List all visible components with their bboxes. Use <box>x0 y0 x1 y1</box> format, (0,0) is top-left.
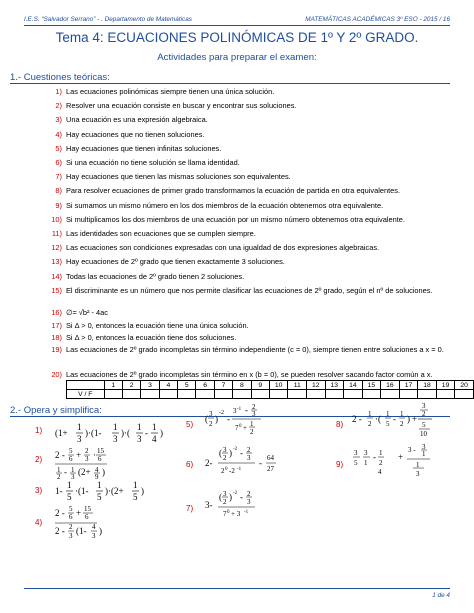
vf-number-cell: 18 <box>418 381 437 390</box>
svg-text:3: 3 <box>113 434 118 444</box>
svg-text:-2: -2 <box>219 410 224 416</box>
page-header <box>24 16 450 23</box>
svg-text:5: 5 <box>97 492 102 502</box>
svg-text:-1: -1 <box>237 407 242 412</box>
question-number: 14) <box>51 271 62 281</box>
question-number: 11) <box>51 229 62 238</box>
svg-text:(2+: (2+ <box>78 467 91 477</box>
svg-text:3: 3 <box>233 407 237 415</box>
svg-text:3: 3 <box>71 473 75 481</box>
exercise-8-expression <box>352 402 452 442</box>
svg-text:-2: -2 <box>233 447 238 452</box>
svg-text:-: - <box>373 452 376 462</box>
svg-text:1-: 1- <box>55 486 63 496</box>
section-1-rule <box>10 83 450 84</box>
svg-text:+: + <box>412 414 418 424</box>
question-number: 15) <box>51 285 62 295</box>
svg-text:1: 1 <box>364 459 368 467</box>
vf-number-cell: 20 <box>455 381 474 390</box>
svg-text:5: 5 <box>354 459 358 467</box>
svg-text:0: 0 <box>227 510 230 515</box>
svg-text:2: 2 <box>247 490 251 498</box>
svg-text:(1-: (1- <box>76 526 87 536</box>
vf-number-cell: 14 <box>344 381 363 390</box>
svg-text:)·(1-: )·(1- <box>85 428 102 438</box>
vf-number-cell: 17 <box>399 381 418 390</box>
question-number: 10) <box>51 214 62 224</box>
svg-text:1: 1 <box>152 422 157 432</box>
svg-text:1: 1 <box>386 410 390 418</box>
svg-text:2: 2 <box>223 498 227 506</box>
svg-text:2: 2 <box>85 447 89 455</box>
svg-text:-: - <box>227 414 230 424</box>
vf-number-cell: 5 <box>178 381 196 390</box>
vf-number-cell: 1 <box>104 381 122 390</box>
vf-answer-cell[interactable] <box>141 390 159 399</box>
svg-text:3: 3 <box>137 434 142 444</box>
question-text: Si sumamos un mismo número en los dos miembros de la ecuación obtenemos otra equivalente. <box>66 200 384 210</box>
svg-text:6: 6 <box>69 455 73 463</box>
vf-answer-cell[interactable] <box>122 390 140 399</box>
svg-text:-: - <box>64 467 67 477</box>
svg-text:6: 6 <box>98 455 102 463</box>
question-text: Si Δ > 0, entonces la ecuación tiene dos soluciones. <box>66 333 237 342</box>
question-text: Las ecuaciones polinómicas siempre tienen una única solución. <box>66 87 275 96</box>
svg-text:+ 3: + 3 <box>231 510 241 518</box>
vf-number-cell: 6 <box>196 381 214 390</box>
question-text: Hay ecuaciones que tienen infinitas soluciones. <box>66 143 222 153</box>
exercise-6 <box>186 460 193 469</box>
exercise-5-expression <box>205 402 285 442</box>
question-text: Si una ecuación no tiene solución se llama identidad. <box>66 158 240 167</box>
header-right: MATEMÁTICAS ACADÉMICAS 3º ESO - 2015 / 16 <box>305 16 450 23</box>
svg-text:2-: 2- <box>205 458 213 468</box>
svg-text:3: 3 <box>247 454 251 462</box>
svg-text:2: 2 <box>250 428 254 436</box>
vf-answer-cell[interactable] <box>288 390 307 399</box>
svg-text:5: 5 <box>67 492 72 502</box>
svg-text:5: 5 <box>69 447 73 455</box>
svg-text:·(: ·( <box>375 414 381 424</box>
vf-answer-cell[interactable] <box>251 390 269 399</box>
svg-text:-1: -1 <box>237 467 242 472</box>
svg-text:3: 3 <box>354 449 358 457</box>
vf-number-cell: 12 <box>306 381 325 390</box>
svg-text:2: 2 <box>422 410 426 418</box>
svg-text:3-: 3- <box>205 500 213 510</box>
question-text: Una ecuación es una expresión algebraica. <box>66 115 208 125</box>
header-left: I.E.S. “Salvador Serrano” - . Departamento de Matemáticas <box>24 16 193 23</box>
svg-text:1: 1 <box>133 480 138 490</box>
svg-text:1: 1 <box>379 449 383 457</box>
svg-text:): ) <box>102 467 105 477</box>
svg-text:-: - <box>145 428 148 438</box>
svg-text:(: ( <box>219 492 222 502</box>
svg-text:-: - <box>240 448 243 458</box>
svg-text:3: 3 <box>252 410 256 418</box>
svg-text:1: 1 <box>77 422 82 432</box>
svg-text:2: 2 <box>57 473 61 481</box>
svg-text:1: 1 <box>97 480 102 490</box>
svg-text:7: 7 <box>235 424 239 432</box>
svg-text:): ) <box>407 414 410 424</box>
header-rule <box>24 25 450 26</box>
svg-text:): ) <box>99 526 102 536</box>
question-number: 20) <box>51 370 62 379</box>
question-text: ∅= √b² - 4ac <box>66 308 108 317</box>
page-footer: 1 de 4 <box>432 592 450 599</box>
vf-number-cell: 16 <box>381 381 400 390</box>
question-number: 5) <box>55 143 62 153</box>
svg-text:4: 4 <box>152 434 157 444</box>
svg-text:15: 15 <box>97 447 104 455</box>
vf-answer-cell[interactable] <box>104 390 122 399</box>
question-number: 17) <box>51 321 62 330</box>
svg-text:-2: -2 <box>229 467 235 475</box>
svg-text:+: + <box>76 508 82 518</box>
exercise-4-expression <box>55 504 165 544</box>
question-number: 1) <box>55 87 62 96</box>
vf-answer-cell[interactable] <box>399 390 418 399</box>
question-number: 12) <box>51 243 62 253</box>
vf-answer-cell[interactable] <box>306 390 325 399</box>
exercise-number: 3) <box>35 486 43 495</box>
svg-text:)·(2+: )·(2+ <box>105 486 124 496</box>
svg-text:3: 3 <box>92 532 96 540</box>
svg-text:3: 3 <box>364 449 368 457</box>
vf-number-cell: 11 <box>288 381 307 390</box>
vf-number-cell: 2 <box>122 381 140 390</box>
vf-number-cell: 3 <box>141 381 159 390</box>
question-text: El discriminante es un número que nos permite clasificar las ecuaciones de 2º grado, según el nº de soluciones. <box>66 285 433 295</box>
page-subtitle: Actividades para preparar el examen: <box>157 52 317 63</box>
exercise-number: 9) <box>336 460 344 469</box>
question-text: Hay ecuaciones de 2º grado que tienen exactamente 3 soluciones. <box>66 257 285 267</box>
svg-text:): ) <box>160 428 163 438</box>
page-title: Tema 4: ECUACIONES POLINÓMICAS DE 1º Y 2º GRADO. <box>55 30 419 45</box>
vf-number-cell: 7 <box>214 381 232 390</box>
question-number: 7) <box>55 172 62 182</box>
svg-text:5: 5 <box>386 420 390 428</box>
vf-answer-cell[interactable] <box>455 390 474 399</box>
exercise-9 <box>336 460 343 469</box>
question-text: Si Δ > 0, entonces la ecuación tiene una única solución. <box>66 321 249 330</box>
svg-text:1: 1 <box>422 450 426 458</box>
svg-text:-: - <box>393 414 396 424</box>
question-number: 8) <box>55 186 62 196</box>
exercise-7-expression <box>205 488 285 528</box>
vf-answer-cell[interactable] <box>344 390 363 399</box>
svg-text:2: 2 <box>247 446 251 454</box>
svg-text:): ) <box>215 414 218 424</box>
exercise-1-expression <box>55 420 175 448</box>
vf-number-cell: 15 <box>362 381 381 390</box>
svg-text:2: 2 <box>379 459 383 467</box>
exercise-number: 1) <box>35 426 43 435</box>
question-text: Resolver una ecuación consiste en buscar y encontrar sus soluciones. <box>66 101 297 111</box>
svg-text:-: - <box>245 405 248 415</box>
svg-text:(: ( <box>205 414 208 424</box>
svg-text:)·(: )·( <box>121 428 130 438</box>
svg-text:4: 4 <box>92 523 96 531</box>
svg-text:1: 1 <box>57 466 61 474</box>
svg-text:·: · <box>93 450 96 460</box>
exercise-number: 2) <box>35 455 43 464</box>
svg-text:(: ( <box>219 448 222 458</box>
exercise-number: 5) <box>186 420 194 429</box>
exercise-3 <box>35 486 42 495</box>
svg-text:1: 1 <box>71 466 75 474</box>
svg-text:3: 3 <box>247 498 251 506</box>
exercise-5 <box>186 420 193 429</box>
svg-text:+: + <box>76 450 82 460</box>
svg-text:3: 3 <box>422 402 426 410</box>
svg-text:1: 1 <box>67 480 72 490</box>
question-number: 3) <box>55 115 62 125</box>
vf-answer-cell[interactable] <box>214 390 232 399</box>
svg-text:9: 9 <box>95 473 99 481</box>
question-text: Las ecuaciones son condiciones expresadas con una igualdad de dos expresiones algebraicas. <box>66 243 380 253</box>
true-false-table <box>66 380 474 399</box>
section-2-heading: 2.- Opera y simplifica: <box>10 405 102 416</box>
vf-answer-cell[interactable] <box>325 390 344 399</box>
svg-text:·(1-: ·(1- <box>75 486 89 496</box>
svg-text:): ) <box>229 448 232 458</box>
svg-text:64: 64 <box>267 454 274 462</box>
exercise-number: 6) <box>186 460 194 469</box>
svg-text:2: 2 <box>223 454 227 462</box>
svg-text:(1+: (1+ <box>55 428 68 438</box>
svg-text:2 -: 2 - <box>55 508 65 518</box>
svg-text:0: 0 <box>225 467 228 472</box>
exercise-7 <box>186 504 193 513</box>
svg-text:1: 1 <box>400 410 404 418</box>
svg-text:27: 27 <box>267 465 274 473</box>
svg-text:3: 3 <box>209 410 213 418</box>
svg-text:1: 1 <box>137 422 142 432</box>
svg-text:3: 3 <box>85 455 89 463</box>
svg-text:1: 1 <box>250 420 254 428</box>
svg-text:5: 5 <box>133 492 138 502</box>
question-text: Hay ecuaciones que tienen las mismas soluciones son equivalentes. <box>66 172 291 182</box>
question-number: 19) <box>51 345 62 354</box>
question-text: Las identidades son ecuaciones que se cumplen siempre. <box>66 229 256 238</box>
svg-text:6: 6 <box>69 513 73 521</box>
svg-text:+: + <box>398 452 404 462</box>
svg-text:15: 15 <box>84 505 91 513</box>
exercise-6-expression <box>205 444 315 484</box>
svg-text:3: 3 <box>416 470 420 478</box>
vf-answer-cell[interactable] <box>362 390 381 399</box>
svg-text:+: + <box>243 424 247 432</box>
svg-text:-: - <box>240 492 243 502</box>
exercise-1 <box>35 426 42 435</box>
svg-text:3: 3 <box>69 532 73 540</box>
question-number: 2) <box>55 101 62 111</box>
svg-text:): ) <box>141 486 144 496</box>
svg-text:7: 7 <box>223 510 227 518</box>
question-number: 18) <box>51 333 62 342</box>
svg-text:2: 2 <box>368 420 372 428</box>
vf-label: V / F <box>67 390 105 399</box>
svg-text:3: 3 <box>223 446 227 454</box>
vf-answer-cell[interactable] <box>196 390 214 399</box>
svg-text:2: 2 <box>400 420 404 428</box>
svg-text:2 -: 2 - <box>352 414 362 424</box>
vf-answer-cell[interactable] <box>178 390 196 399</box>
vf-number-cell: 19 <box>436 381 455 390</box>
svg-text:4: 4 <box>378 468 382 476</box>
svg-text:3: 3 <box>77 434 82 444</box>
question-number: 13) <box>51 257 62 267</box>
vf-answer-cell[interactable] <box>159 390 177 399</box>
question-number: 4) <box>55 129 62 139</box>
vf-answer-cell[interactable] <box>418 390 437 399</box>
svg-text:10: 10 <box>420 430 427 438</box>
svg-text:5: 5 <box>422 421 426 429</box>
question-number: 9) <box>55 200 62 210</box>
vf-answer-cell[interactable] <box>436 390 455 399</box>
vf-answer-cell[interactable] <box>381 390 400 399</box>
svg-text:6: 6 <box>85 513 89 521</box>
exercise-2 <box>35 455 42 464</box>
question-text: Si multiplicamos los dos miembros de una ecuación por un mismo número obtenemos otra equivalente. <box>66 214 405 224</box>
svg-text:1: 1 <box>113 422 118 432</box>
svg-text:2 -: 2 - <box>55 526 65 536</box>
vf-number-cell: 4 <box>159 381 177 390</box>
svg-text:1: 1 <box>416 461 420 469</box>
vf-answer-cell[interactable] <box>269 390 288 399</box>
svg-text:-: - <box>259 458 262 468</box>
svg-text:3: 3 <box>422 443 426 451</box>
question-text: Las ecuaciones de 2º grado incompletas sin término independiente (c = 0), siempre tienen entre soluciones a x = 0. <box>66 345 444 354</box>
exercise-8 <box>336 420 343 429</box>
svg-text:2 -: 2 - <box>55 450 65 460</box>
svg-text:3 -: 3 - <box>408 446 416 454</box>
question-number: 6) <box>55 158 62 167</box>
exercise-number: 7) <box>186 504 194 513</box>
question-text: Todas las ecuaciones de 2º grado tienen 2 soluciones. <box>66 271 245 281</box>
svg-text:2: 2 <box>209 420 213 428</box>
exercise-4 <box>35 518 42 527</box>
vf-number-cell: 10 <box>269 381 288 390</box>
exercise-number: 8) <box>336 420 344 429</box>
svg-text:-2: -2 <box>233 491 238 496</box>
footer-rule <box>24 588 450 589</box>
exercise-2-expression <box>55 446 165 480</box>
vf-number-cell: 8 <box>233 381 251 390</box>
vf-number-cell: 13 <box>325 381 344 390</box>
svg-text:-1: -1 <box>244 510 249 515</box>
svg-text:4: 4 <box>95 466 99 474</box>
svg-text:): ) <box>229 492 232 502</box>
svg-text:0: 0 <box>239 424 242 429</box>
exercise-9-expression <box>352 443 452 486</box>
vf-answer-cell[interactable] <box>233 390 251 399</box>
section-1-heading: 1.- Cuestiones teóricas: <box>10 72 110 83</box>
vf-number-cell: 9 <box>251 381 269 390</box>
question-text: Para resolver ecuaciones de primer grado transformamos la ecuación de partida en otra equivalentes. <box>66 186 400 196</box>
svg-text:2: 2 <box>69 523 73 531</box>
exercise-3-expression <box>55 480 165 506</box>
question-text: Hay ecuaciones que no tienen soluciones. <box>66 129 205 139</box>
exercise-number: 4) <box>35 518 43 527</box>
svg-text:5: 5 <box>69 505 73 513</box>
svg-text:1: 1 <box>368 410 372 418</box>
svg-text:2: 2 <box>221 467 225 475</box>
question-text: Las ecuaciones de 2º grado incompletas sin término en x (b = 0), se pueden resolver sacando factor común a x. <box>66 370 433 379</box>
question-number: 16) <box>51 308 62 317</box>
svg-text:2: 2 <box>252 403 256 411</box>
svg-text:3: 3 <box>223 490 227 498</box>
